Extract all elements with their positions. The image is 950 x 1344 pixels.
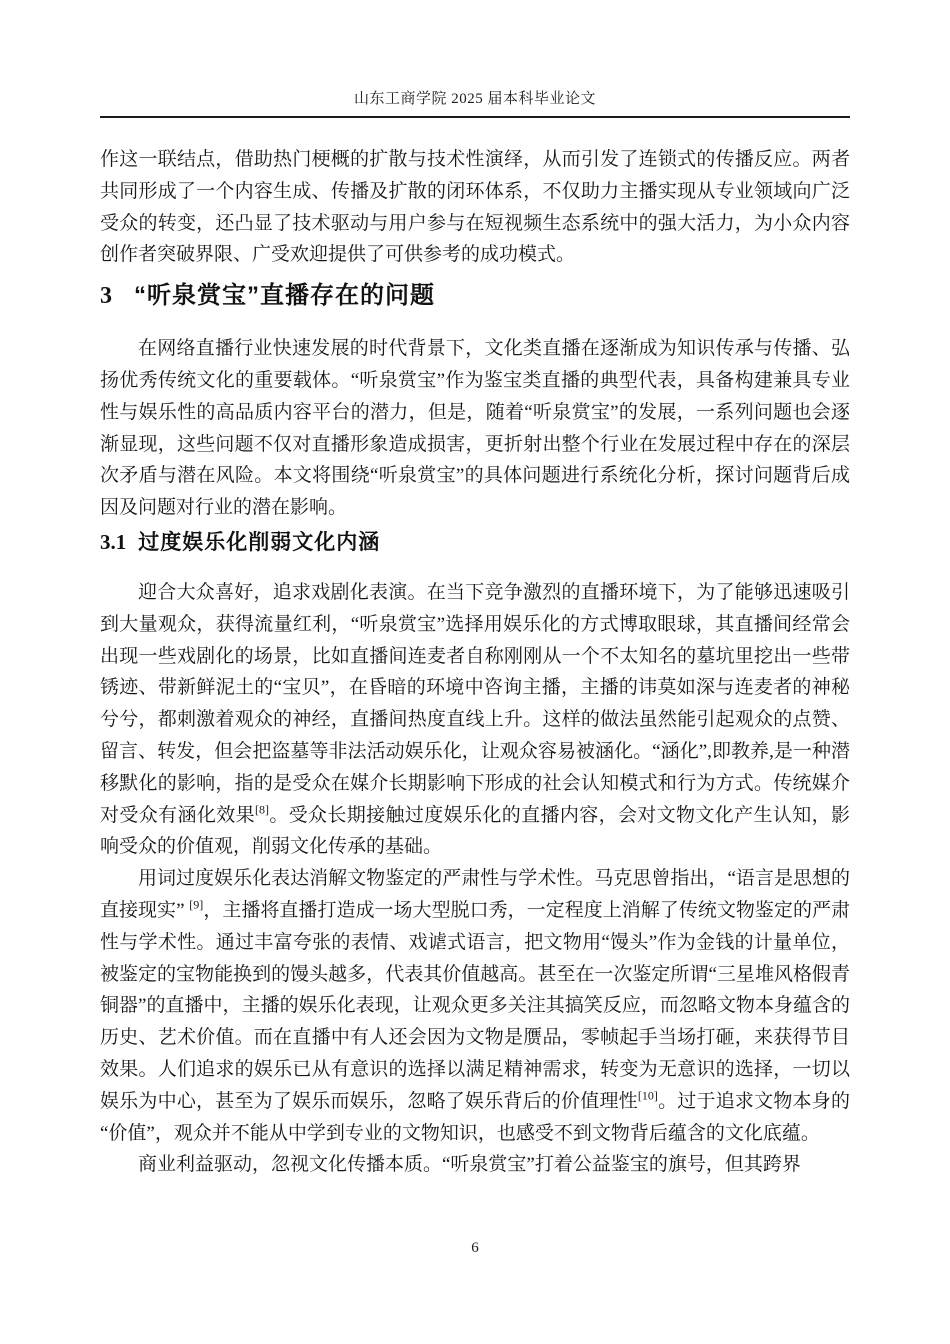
citation-reference: [8] <box>254 802 269 817</box>
chapter-heading <box>100 279 850 313</box>
page-number: 6 <box>471 1240 479 1256</box>
section-title: 过度娱乐化削弱文化内涵 <box>138 530 381 554</box>
section-heading <box>100 527 850 558</box>
running-head: 山东工商学院 2025 届本科毕业论文 <box>353 91 596 107</box>
section-number: 3.1 <box>100 529 127 554</box>
paragraph-continuation: 作这一联结点，借助热门梗概的扩散与技术性演绎，从而引发了连锁式的传播反应。两者共同形成了一个内容生成、传播及扩散的闭环体系，不仅助力主播实现从专业领域向广泛受众的转变，还凸显了技术驱动与用户参与在短视频生态系统中的强大活力，为小众内容创作者突破界限、广受欢迎提供了可供参考的成功模式。 <box>100 149 850 266</box>
chapter-title: “听泉赏宝”直播存在的问题 <box>134 282 435 310</box>
paragraph-entertainment-language: 用词过度娱乐化表达消解文物鉴定的严肃性与学术性。马克思曾指出，“语言是思想的直接现实” [9]，主播将直播打造成一场大型脱口秀，一定程度上消解了传统文物鉴定的严肃性与学术性。通过丰富夸张的表情、戏谑式语言，把文物用“馒头”作为金钱的计量单位，被鉴定的宝物能换到的馒头越多，代表其价值越高。甚至在一次鉴定所谓“三星堆风格假青铜器”的直播中，主播的娱乐化表现，让观众更多关注其搞笑反应，而忽略文物本身蕴含的历史、艺术价值。而在直播中有人还会因为文物是赝品，零帧起手当场打砸，来获得节目效果。人们追求的娱乐已从有意识的选择以满足精神需求，转变为无意识的选择，一切以娱乐为中心，甚至为了娱乐而娱乐，忽略了娱乐背后的价值理性[10]。过于追求文物本身的“价值”，观众并不能从中学到专业的文物知识，也感受不到文物背后蕴含的文化底蕴。 <box>100 868 850 1144</box>
citation-reference: [10] <box>637 1088 658 1103</box>
paragraph-chapter-intro: 在网络直播行业快速发展的时代背景下，文化类直播在逐渐成为知识传承与传播、弘扬优秀传统文化的重要载体。“听泉赏宝”作为鉴宝类直播的典型代表，具备构建兼具专业性与娱乐性的高品质内容平台的潜力，但是，随着“听泉赏宝”的发展，一系列问题也会逐渐显现，这些问题不仅对直播形象造成损害，更折射出整个行业在发展过程中存在的深层次矛盾与潜在风险。本文将围绕“听泉赏宝”的具体问题进行系统化分析，探讨问题背后成因及问题对行业的潜在影响。 <box>100 338 850 519</box>
paragraph-entertainment-drama: 迎合大众喜好，追求戏剧化表演。在当下竞争激烈的直播环境下，为了能够迅速吸引到大量观众，获得流量红利，“听泉赏宝”选择用娱乐化的方式博取眼球，其直播间经常会出现一些戏剧化的场景，比如直播间连麦者自称刚刚从一个不太知名的墓坑里挖出一些带锈迹、带新鲜泥土的“宝贝”，在昏暗的环境中咨询主播，主播的讳莫如深与连麦者的神秘兮兮，都刺激着观众的神经，直播间热度直线上升。这样的做法虽然能引起观众的点赞、留言、转发，但会把盗墓等非法活动娱乐化，让观众容易被涵化。“涵化”,即教养,是一种潜移默化的影响，指的是受众在媒介长期影响下形成的社会认知模式和行为方式。传统媒介对受众有涵化效果[8]。受众长期接触过度娱乐化的直播内容，会对文物文化产生认知，影响受众的价值观，削弱文化传承的基础。 <box>100 581 850 858</box>
chapter-number: 3 <box>100 283 112 310</box>
header-rule <box>100 116 850 118</box>
paragraph-commercial-interest: 商业利益驱动，忽视文化传播本质。“听泉赏宝”打着公益鉴宝的旗号，但其跨界 <box>138 1154 801 1176</box>
citation-reference: [9] <box>189 897 204 912</box>
